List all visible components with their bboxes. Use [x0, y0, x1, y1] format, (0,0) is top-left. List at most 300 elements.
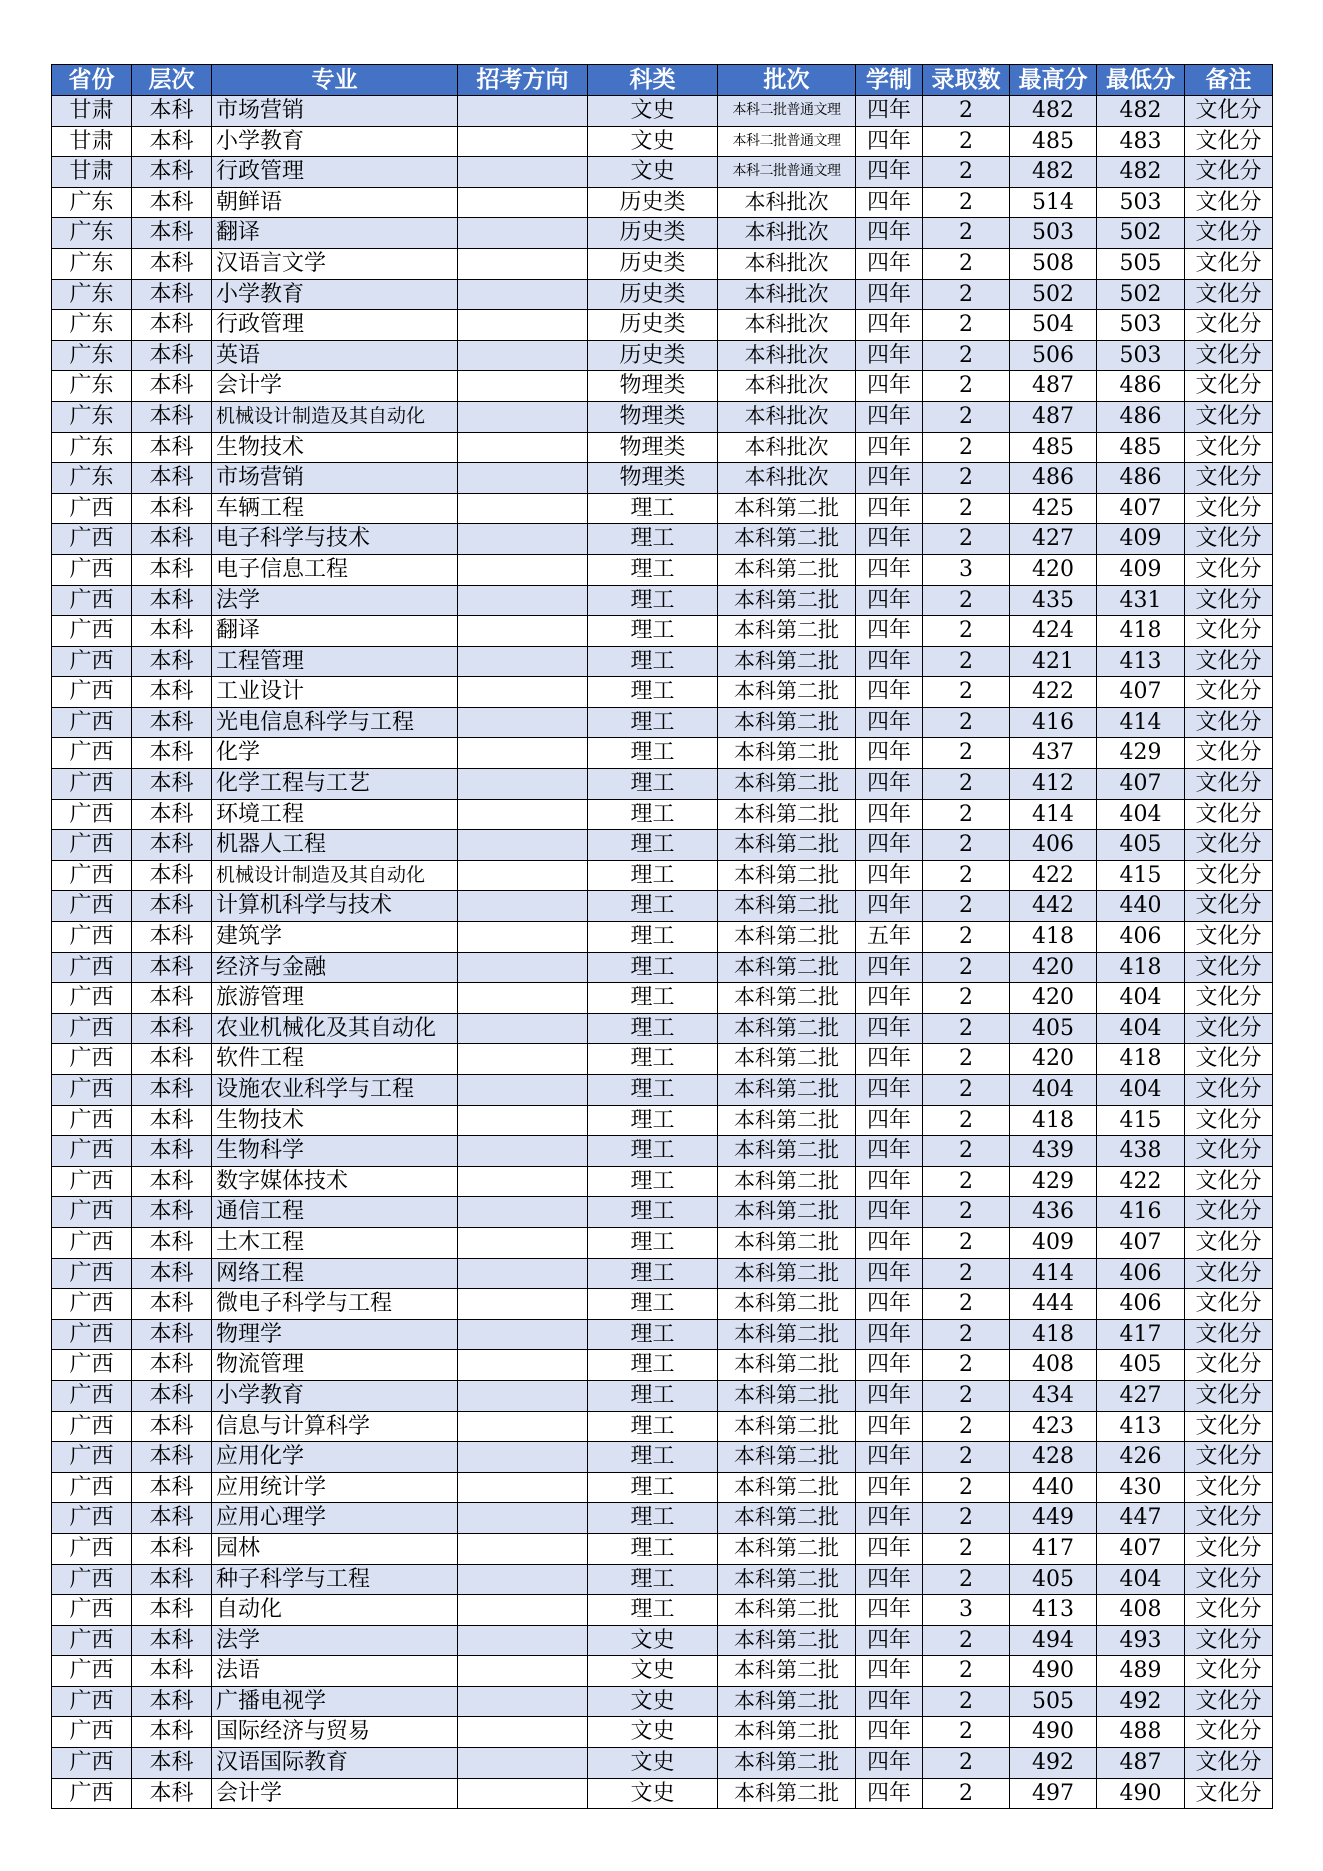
cell-notes: 文化分 — [1185, 1717, 1273, 1748]
cell-category: 理工 — [588, 738, 718, 769]
cell-province: 广西 — [52, 1136, 132, 1167]
cell-direction — [458, 1197, 588, 1228]
cell-level: 本科 — [132, 1625, 212, 1656]
cell-major: 法学 — [212, 585, 458, 616]
cell-max-score: 416 — [1010, 707, 1097, 738]
table-row — [52, 463, 1273, 494]
cell-province: 广西 — [52, 1748, 132, 1779]
cell-duration: 四年 — [856, 126, 923, 157]
cell-category: 历史类 — [588, 279, 718, 310]
cell-duration: 四年 — [856, 1289, 923, 1320]
table-row — [52, 340, 1273, 371]
cell-category: 理工 — [588, 1564, 718, 1595]
cell-category: 理工 — [588, 1044, 718, 1075]
cell-major: 建筑学 — [212, 922, 458, 953]
cell-category: 理工 — [588, 1136, 718, 1167]
cell-category: 理工 — [588, 1258, 718, 1289]
cell-admitted: 2 — [923, 1136, 1010, 1167]
cell-category: 理工 — [588, 1289, 718, 1320]
cell-direction — [458, 1350, 588, 1381]
cell-province: 广东 — [52, 248, 132, 279]
cell-min-score: 409 — [1097, 524, 1185, 555]
cell-batch: 本科第二批 — [718, 1717, 856, 1748]
cell-duration: 四年 — [856, 157, 923, 188]
table-row — [52, 1503, 1273, 1534]
table-row — [52, 218, 1273, 249]
cell-notes: 文化分 — [1185, 554, 1273, 585]
cell-min-score: 415 — [1097, 860, 1185, 891]
cell-direction — [458, 830, 588, 861]
cell-notes: 文化分 — [1185, 769, 1273, 800]
cell-admitted: 2 — [923, 340, 1010, 371]
cell-major: 自动化 — [212, 1595, 458, 1626]
cell-province: 广西 — [52, 983, 132, 1014]
cell-major: 旅游管理 — [212, 983, 458, 1014]
cell-batch: 本科批次 — [718, 279, 856, 310]
cell-admitted: 2 — [923, 126, 1010, 157]
cell-duration: 四年 — [856, 1227, 923, 1258]
cell-province: 广东 — [52, 218, 132, 249]
cell-category: 理工 — [588, 493, 718, 524]
cell-admitted: 2 — [923, 432, 1010, 463]
cell-notes: 文化分 — [1185, 524, 1273, 555]
cell-category: 历史类 — [588, 310, 718, 341]
cell-notes: 文化分 — [1185, 1411, 1273, 1442]
cell-notes: 文化分 — [1185, 1503, 1273, 1534]
cell-direction — [458, 585, 588, 616]
cell-batch: 本科批次 — [718, 187, 856, 218]
cell-notes: 文化分 — [1185, 891, 1273, 922]
cell-min-score: 406 — [1097, 1258, 1185, 1289]
cell-province: 广西 — [52, 860, 132, 891]
table-row — [52, 1564, 1273, 1595]
cell-province: 广西 — [52, 554, 132, 585]
table-row — [52, 860, 1273, 891]
cell-category: 理工 — [588, 1595, 718, 1626]
cell-min-score: 404 — [1097, 1564, 1185, 1595]
cell-direction — [458, 707, 588, 738]
cell-major: 工程管理 — [212, 646, 458, 677]
cell-min-score: 438 — [1097, 1136, 1185, 1167]
cell-level: 本科 — [132, 1075, 212, 1106]
cell-category: 理工 — [588, 1075, 718, 1106]
cell-level: 本科 — [132, 1044, 212, 1075]
cell-major: 农业机械化及其自动化 — [212, 1013, 458, 1044]
cell-batch: 本科批次 — [718, 310, 856, 341]
cell-level: 本科 — [132, 983, 212, 1014]
cell-duration: 四年 — [856, 952, 923, 983]
cell-max-score: 440 — [1010, 1472, 1097, 1503]
cell-level: 本科 — [132, 1748, 212, 1779]
cell-major: 翻译 — [212, 218, 458, 249]
cell-category: 理工 — [588, 1197, 718, 1228]
cell-notes: 文化分 — [1185, 1166, 1273, 1197]
cell-duration: 四年 — [856, 1136, 923, 1167]
cell-category: 理工 — [588, 1166, 718, 1197]
cell-max-score: 436 — [1010, 1197, 1097, 1228]
cell-admitted: 2 — [923, 1625, 1010, 1656]
cell-batch: 本科第二批 — [718, 524, 856, 555]
cell-level: 本科 — [132, 616, 212, 647]
cell-category: 理工 — [588, 585, 718, 616]
cell-min-score: 440 — [1097, 891, 1185, 922]
cell-province: 广西 — [52, 922, 132, 953]
cell-major: 化学工程与工艺 — [212, 769, 458, 800]
cell-admitted: 2 — [923, 493, 1010, 524]
cell-min-score: 417 — [1097, 1319, 1185, 1350]
cell-notes: 文化分 — [1185, 1686, 1273, 1717]
cell-batch: 本科第二批 — [718, 1105, 856, 1136]
cell-level: 本科 — [132, 738, 212, 769]
cell-duration: 四年 — [856, 616, 923, 647]
cell-admitted: 2 — [923, 1105, 1010, 1136]
cell-level: 本科 — [132, 677, 212, 708]
cell-province: 广东 — [52, 401, 132, 432]
cell-direction — [458, 1656, 588, 1687]
cell-major: 物理学 — [212, 1319, 458, 1350]
cell-max-score: 429 — [1010, 1166, 1097, 1197]
cell-province: 广西 — [52, 891, 132, 922]
cell-max-score: 428 — [1010, 1442, 1097, 1473]
cell-direction — [458, 1075, 588, 1106]
cell-level: 本科 — [132, 1136, 212, 1167]
cell-batch: 本科第二批 — [718, 860, 856, 891]
table-row — [52, 983, 1273, 1014]
cell-category: 理工 — [588, 769, 718, 800]
table-row — [52, 952, 1273, 983]
cell-level: 本科 — [132, 279, 212, 310]
cell-duration: 四年 — [856, 218, 923, 249]
cell-max-score: 420 — [1010, 952, 1097, 983]
table-row — [52, 1289, 1273, 1320]
cell-notes: 文化分 — [1185, 1136, 1273, 1167]
cell-direction — [458, 1013, 588, 1044]
cell-category: 理工 — [588, 1013, 718, 1044]
table-row — [52, 1472, 1273, 1503]
cell-major: 计算机科学与技术 — [212, 891, 458, 922]
cell-major: 化学 — [212, 738, 458, 769]
header-notes: 备注 — [1185, 65, 1273, 96]
cell-notes: 文化分 — [1185, 860, 1273, 891]
cell-province: 甘肃 — [52, 126, 132, 157]
cell-major: 应用统计学 — [212, 1472, 458, 1503]
cell-max-score: 425 — [1010, 493, 1097, 524]
cell-batch: 本科第二批 — [718, 891, 856, 922]
cell-direction — [458, 371, 588, 402]
table-row — [52, 1748, 1273, 1779]
cell-notes: 文化分 — [1185, 187, 1273, 218]
header-max-score: 最高分 — [1010, 65, 1097, 96]
cell-admitted: 2 — [923, 524, 1010, 555]
table-row — [52, 799, 1273, 830]
cell-province: 广西 — [52, 1013, 132, 1044]
header-row — [52, 65, 1273, 96]
cell-category: 理工 — [588, 891, 718, 922]
cell-notes: 文化分 — [1185, 1075, 1273, 1106]
cell-level: 本科 — [132, 1442, 212, 1473]
cell-major: 设施农业科学与工程 — [212, 1075, 458, 1106]
cell-major: 物流管理 — [212, 1350, 458, 1381]
cell-admitted: 2 — [923, 1411, 1010, 1442]
cell-min-score: 427 — [1097, 1380, 1185, 1411]
cell-category: 理工 — [588, 1442, 718, 1473]
table-row — [52, 677, 1273, 708]
cell-province: 广东 — [52, 279, 132, 310]
cell-province: 广西 — [52, 830, 132, 861]
header-major: 专业 — [212, 65, 458, 96]
cell-admitted: 2 — [923, 1075, 1010, 1106]
header-province: 省份 — [52, 65, 132, 96]
cell-direction — [458, 769, 588, 800]
cell-direction — [458, 616, 588, 647]
cell-min-score: 418 — [1097, 616, 1185, 647]
cell-max-score: 418 — [1010, 922, 1097, 953]
table-row — [52, 1595, 1273, 1626]
cell-notes: 文化分 — [1185, 707, 1273, 738]
cell-notes: 文化分 — [1185, 1595, 1273, 1626]
cell-direction — [458, 1319, 588, 1350]
cell-notes: 文化分 — [1185, 96, 1273, 127]
table-row — [52, 1656, 1273, 1687]
cell-max-score: 497 — [1010, 1778, 1097, 1809]
cell-duration: 四年 — [856, 860, 923, 891]
cell-level: 本科 — [132, 524, 212, 555]
cell-level: 本科 — [132, 1258, 212, 1289]
cell-category: 理工 — [588, 1503, 718, 1534]
cell-category: 文史 — [588, 1656, 718, 1687]
table-row — [52, 554, 1273, 585]
cell-duration: 四年 — [856, 279, 923, 310]
cell-level: 本科 — [132, 248, 212, 279]
cell-batch: 本科第二批 — [718, 616, 856, 647]
header-min-score: 最低分 — [1097, 65, 1185, 96]
cell-category: 物理类 — [588, 432, 718, 463]
cell-admitted: 2 — [923, 1503, 1010, 1534]
cell-major: 车辆工程 — [212, 493, 458, 524]
cell-province: 广西 — [52, 616, 132, 647]
table-row — [52, 707, 1273, 738]
table-row — [52, 96, 1273, 127]
cell-major: 电子科学与技术 — [212, 524, 458, 555]
cell-province: 广东 — [52, 340, 132, 371]
cell-level: 本科 — [132, 1533, 212, 1564]
cell-min-score: 492 — [1097, 1686, 1185, 1717]
header-admitted: 录取数 — [923, 65, 1010, 96]
cell-max-score: 482 — [1010, 96, 1097, 127]
cell-category: 文史 — [588, 96, 718, 127]
cell-max-score: 490 — [1010, 1717, 1097, 1748]
cell-admitted: 2 — [923, 310, 1010, 341]
table-row — [52, 524, 1273, 555]
cell-min-score: 413 — [1097, 646, 1185, 677]
cell-admitted: 2 — [923, 1044, 1010, 1075]
cell-max-score: 408 — [1010, 1350, 1097, 1381]
cell-min-score: 505 — [1097, 248, 1185, 279]
cell-major: 市场营销 — [212, 96, 458, 127]
cell-batch: 本科二批普通文理 — [718, 126, 856, 157]
cell-direction — [458, 1105, 588, 1136]
cell-duration: 四年 — [856, 1411, 923, 1442]
cell-batch: 本科第二批 — [718, 646, 856, 677]
cell-admitted: 2 — [923, 799, 1010, 830]
cell-admitted: 2 — [923, 1533, 1010, 1564]
cell-max-score: 435 — [1010, 585, 1097, 616]
cell-category: 理工 — [588, 524, 718, 555]
cell-min-score: 503 — [1097, 310, 1185, 341]
table-row — [52, 922, 1273, 953]
cell-admitted: 2 — [923, 96, 1010, 127]
cell-max-score: 404 — [1010, 1075, 1097, 1106]
cell-notes: 文化分 — [1185, 983, 1273, 1014]
cell-max-score: 502 — [1010, 279, 1097, 310]
cell-min-score: 502 — [1097, 218, 1185, 249]
cell-major: 小学教育 — [212, 279, 458, 310]
cell-duration: 四年 — [856, 738, 923, 769]
cell-level: 本科 — [132, 585, 212, 616]
cell-level: 本科 — [132, 1166, 212, 1197]
cell-admitted: 2 — [923, 677, 1010, 708]
cell-major: 种子科学与工程 — [212, 1564, 458, 1595]
cell-batch: 本科第二批 — [718, 1533, 856, 1564]
cell-duration: 四年 — [856, 554, 923, 585]
cell-admitted: 2 — [923, 1686, 1010, 1717]
cell-max-score: 442 — [1010, 891, 1097, 922]
table-row — [52, 1166, 1273, 1197]
cell-level: 本科 — [132, 1686, 212, 1717]
cell-notes: 文化分 — [1185, 310, 1273, 341]
cell-category: 理工 — [588, 1105, 718, 1136]
table-row — [52, 126, 1273, 157]
cell-duration: 四年 — [856, 891, 923, 922]
cell-max-score: 486 — [1010, 463, 1097, 494]
table-body — [52, 96, 1273, 1809]
cell-min-score: 404 — [1097, 1013, 1185, 1044]
cell-notes: 文化分 — [1185, 1197, 1273, 1228]
cell-category: 物理类 — [588, 401, 718, 432]
cell-direction — [458, 554, 588, 585]
cell-province: 广西 — [52, 1564, 132, 1595]
cell-duration: 四年 — [856, 707, 923, 738]
table-row — [52, 248, 1273, 279]
cell-duration: 四年 — [856, 401, 923, 432]
cell-max-score: 485 — [1010, 432, 1097, 463]
cell-level: 本科 — [132, 1472, 212, 1503]
cell-province: 广西 — [52, 1044, 132, 1075]
cell-category: 物理类 — [588, 463, 718, 494]
cell-max-score: 514 — [1010, 187, 1097, 218]
cell-max-score: 439 — [1010, 1136, 1097, 1167]
cell-level: 本科 — [132, 340, 212, 371]
cell-direction — [458, 340, 588, 371]
cell-max-score: 504 — [1010, 310, 1097, 341]
cell-notes: 文化分 — [1185, 1564, 1273, 1595]
cell-direction — [458, 1625, 588, 1656]
cell-direction — [458, 983, 588, 1014]
cell-notes: 文化分 — [1185, 1380, 1273, 1411]
cell-batch: 本科第二批 — [718, 1411, 856, 1442]
cell-province: 广西 — [52, 646, 132, 677]
cell-batch: 本科第二批 — [718, 1319, 856, 1350]
cell-notes: 文化分 — [1185, 493, 1273, 524]
cell-admitted: 2 — [923, 922, 1010, 953]
cell-category: 文史 — [588, 1748, 718, 1779]
cell-batch: 本科第二批 — [718, 738, 856, 769]
cell-direction — [458, 1778, 588, 1809]
cell-notes: 文化分 — [1185, 1472, 1273, 1503]
cell-province: 广西 — [52, 493, 132, 524]
cell-direction — [458, 1044, 588, 1075]
cell-direction — [458, 1411, 588, 1442]
cell-notes: 文化分 — [1185, 1533, 1273, 1564]
cell-major: 电子信息工程 — [212, 554, 458, 585]
cell-category: 理工 — [588, 799, 718, 830]
cell-level: 本科 — [132, 1656, 212, 1687]
cell-duration: 四年 — [856, 585, 923, 616]
cell-category: 理工 — [588, 1472, 718, 1503]
cell-level: 本科 — [132, 218, 212, 249]
cell-duration: 四年 — [856, 1258, 923, 1289]
cell-batch: 本科批次 — [718, 371, 856, 402]
cell-max-score: 423 — [1010, 1411, 1097, 1442]
cell-batch: 本科第二批 — [718, 1013, 856, 1044]
cell-admitted: 2 — [923, 830, 1010, 861]
cell-major: 翻译 — [212, 616, 458, 647]
cell-min-score: 407 — [1097, 677, 1185, 708]
table-row — [52, 432, 1273, 463]
cell-admitted: 2 — [923, 279, 1010, 310]
cell-min-score: 407 — [1097, 493, 1185, 524]
cell-duration: 四年 — [856, 96, 923, 127]
cell-admitted: 2 — [923, 1717, 1010, 1748]
cell-level: 本科 — [132, 432, 212, 463]
cell-major: 小学教育 — [212, 1380, 458, 1411]
cell-max-score: 482 — [1010, 157, 1097, 188]
cell-min-score: 488 — [1097, 1717, 1185, 1748]
cell-min-score: 490 — [1097, 1778, 1185, 1809]
cell-duration: 四年 — [856, 1105, 923, 1136]
header-category: 科类 — [588, 65, 718, 96]
cell-category: 理工 — [588, 677, 718, 708]
cell-duration: 四年 — [856, 799, 923, 830]
cell-major: 朝鲜语 — [212, 187, 458, 218]
cell-min-score: 418 — [1097, 952, 1185, 983]
cell-duration: 四年 — [856, 646, 923, 677]
cell-batch: 本科批次 — [718, 218, 856, 249]
cell-min-score: 413 — [1097, 1411, 1185, 1442]
cell-min-score: 406 — [1097, 1289, 1185, 1320]
cell-notes: 文化分 — [1185, 1289, 1273, 1320]
cell-category: 理工 — [588, 707, 718, 738]
cell-admitted: 2 — [923, 1258, 1010, 1289]
cell-level: 本科 — [132, 1227, 212, 1258]
cell-duration: 四年 — [856, 1778, 923, 1809]
cell-province: 广西 — [52, 738, 132, 769]
cell-min-score: 422 — [1097, 1166, 1185, 1197]
cell-major: 通信工程 — [212, 1197, 458, 1228]
cell-max-score: 409 — [1010, 1227, 1097, 1258]
cell-max-score: 487 — [1010, 371, 1097, 402]
cell-level: 本科 — [132, 1319, 212, 1350]
cell-min-score: 404 — [1097, 983, 1185, 1014]
cell-province: 广西 — [52, 524, 132, 555]
cell-major: 环境工程 — [212, 799, 458, 830]
cell-min-score: 482 — [1097, 157, 1185, 188]
cell-category: 历史类 — [588, 218, 718, 249]
cell-category: 理工 — [588, 922, 718, 953]
cell-notes: 文化分 — [1185, 585, 1273, 616]
cell-direction — [458, 463, 588, 494]
cell-min-score: 485 — [1097, 432, 1185, 463]
